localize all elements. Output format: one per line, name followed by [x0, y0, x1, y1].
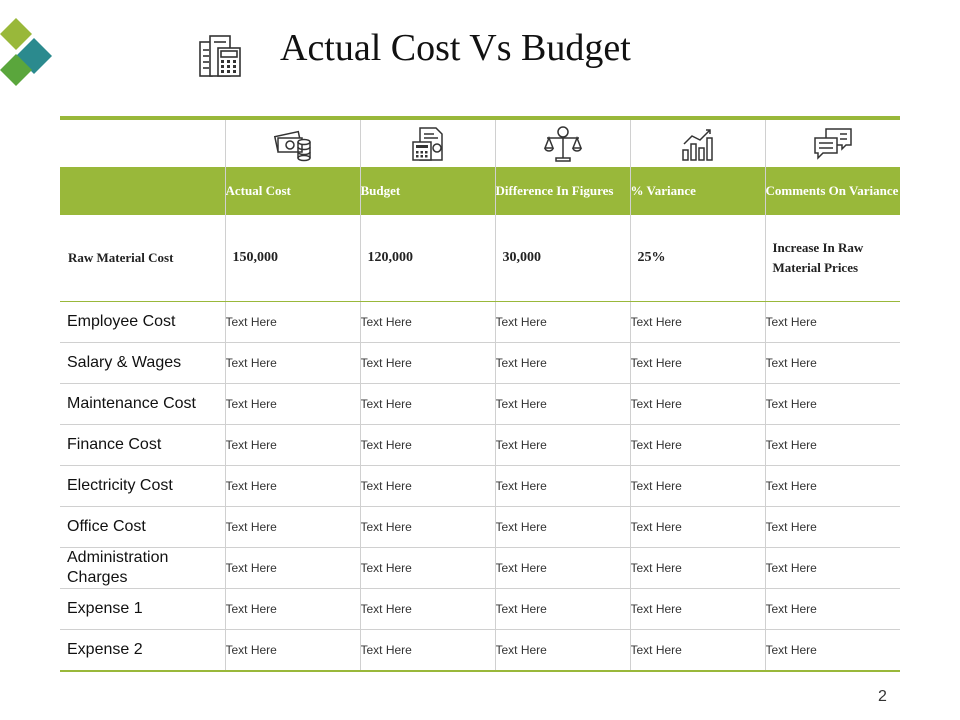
table-cell: Text Here — [765, 302, 900, 343]
header-comments: Comments On Variance — [765, 167, 900, 215]
table-cell: Text Here — [360, 302, 495, 343]
cost-table — [60, 120, 900, 672]
table-cell: Text Here — [630, 548, 765, 589]
table-cell: Text Here — [495, 425, 630, 466]
table-cell: Text Here — [360, 343, 495, 384]
table-cell: Text Here — [360, 630, 495, 672]
table-cell: Text Here — [495, 630, 630, 672]
header-empty-cell — [60, 167, 225, 215]
balance-scale-icon — [543, 125, 583, 163]
icon-row — [60, 120, 900, 167]
table-cell: Text Here — [360, 548, 495, 589]
icon-cell-variance — [630, 120, 765, 167]
row-label: Electricity Cost — [60, 466, 225, 507]
table-cell: Text Here — [495, 343, 630, 384]
comments-icon — [812, 126, 854, 162]
table-cell: Text Here — [225, 630, 360, 672]
table-cell: Text Here — [630, 343, 765, 384]
table-row — [60, 425, 900, 466]
row-label: Salary & Wages — [60, 343, 225, 384]
table-cell: Text Here — [495, 507, 630, 548]
table-cell: Text Here — [765, 507, 900, 548]
table-cell: Text Here — [765, 343, 900, 384]
row-label: Expense 1 — [60, 589, 225, 630]
table-cell: Text Here — [495, 384, 630, 425]
table-cell: Text Here — [225, 384, 360, 425]
table-cell: Text Here — [225, 343, 360, 384]
table-cell: Text Here — [765, 630, 900, 672]
table-cell: Text Here — [765, 466, 900, 507]
header-budget: Budget — [360, 167, 495, 215]
logo-diamonds-icon — [0, 18, 52, 86]
table-cell: Text Here — [630, 589, 765, 630]
raw-material-variance: 25% — [630, 215, 765, 302]
money-icon — [273, 126, 313, 162]
table-cell: Text Here — [360, 466, 495, 507]
table-cell: Text Here — [360, 384, 495, 425]
data-rows — [60, 302, 900, 672]
table-cell: Text Here — [630, 507, 765, 548]
header-variance: % Variance — [630, 167, 765, 215]
table-row — [60, 507, 900, 548]
icon-cell-comments — [765, 120, 900, 167]
table-row — [60, 302, 900, 343]
table-row — [60, 589, 900, 630]
row-label: Administration Charges — [60, 548, 225, 589]
raw-material-actual: 150,000 — [225, 215, 360, 302]
table-cell: Text Here — [360, 589, 495, 630]
row-label: Finance Cost — [60, 425, 225, 466]
row-label: Office Cost — [60, 507, 225, 548]
table-cell: Text Here — [225, 425, 360, 466]
header-actual-cost: Actual Cost — [225, 167, 360, 215]
table-cell: Text Here — [630, 630, 765, 672]
financial-report-icon — [196, 32, 244, 80]
raw-material-comment: Increase In Raw Material Prices — [765, 215, 900, 302]
table-row — [60, 466, 900, 507]
page-number: 2 — [878, 688, 887, 705]
icon-cell-actual — [225, 120, 360, 167]
table-cell: Text Here — [765, 384, 900, 425]
table-cell: Text Here — [225, 466, 360, 507]
table-row — [60, 630, 900, 672]
budget-document-icon — [410, 126, 446, 162]
raw-material-row — [60, 215, 900, 302]
row-label: Employee Cost — [60, 302, 225, 343]
table-cell: Text Here — [630, 384, 765, 425]
table-cell: Text Here — [495, 548, 630, 589]
row-label: Expense 2 — [60, 630, 225, 672]
empty-corner-cell — [60, 120, 225, 167]
table-cell: Text Here — [765, 425, 900, 466]
table-row — [60, 343, 900, 384]
table-cell: Text Here — [360, 507, 495, 548]
table-cell: Text Here — [495, 589, 630, 630]
table-row — [60, 548, 900, 589]
raw-material-budget: 120,000 — [360, 215, 495, 302]
header-row — [60, 167, 900, 215]
table-cell: Text Here — [630, 425, 765, 466]
table-cell: Text Here — [495, 466, 630, 507]
row-label: Maintenance Cost — [60, 384, 225, 425]
icon-cell-budget — [360, 120, 495, 167]
table-cell: Text Here — [360, 425, 495, 466]
table-cell: Text Here — [495, 302, 630, 343]
table-cell: Text Here — [630, 302, 765, 343]
table-cell: Text Here — [225, 507, 360, 548]
header-difference: Difference In Figures — [495, 167, 630, 215]
table-cell: Text Here — [765, 548, 900, 589]
bar-chart-icon — [680, 126, 716, 162]
icon-cell-difference — [495, 120, 630, 167]
table-row — [60, 384, 900, 425]
raw-material-label: Raw Material Cost — [60, 215, 225, 302]
raw-material-difference: 30,000 — [495, 215, 630, 302]
table-cell: Text Here — [225, 302, 360, 343]
table-cell: Text Here — [765, 589, 900, 630]
table-cell: Text Here — [225, 589, 360, 630]
table-cell: Text Here — [630, 466, 765, 507]
page-title: Actual Cost Vs Budget — [280, 27, 631, 69]
table-cell: Text Here — [225, 548, 360, 589]
